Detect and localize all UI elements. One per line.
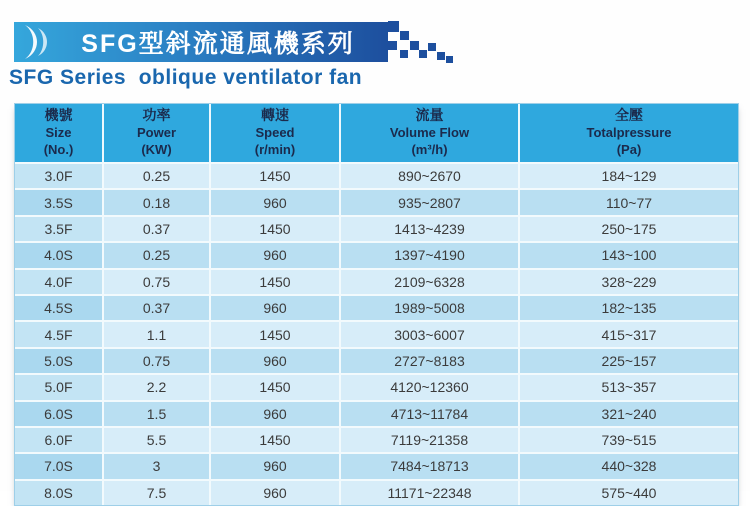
table-cell: 0.37 [104, 296, 211, 320]
table-cell: 1450 [211, 428, 341, 452]
table-cell: 250~175 [520, 217, 738, 241]
spec-table [14, 103, 739, 506]
spec-table-header [15, 104, 738, 162]
header-cell-volume-flow: 流量 Volume Flow (m³/h) [341, 104, 520, 162]
table-cell: 890~2670 [341, 164, 520, 188]
table-cell: 1450 [211, 322, 341, 346]
table-row [15, 241, 738, 267]
table-cell: 7484~18713 [341, 454, 520, 478]
table-row [15, 294, 738, 320]
table-cell: 1413~4239 [341, 217, 520, 241]
table-cell: 2.2 [104, 375, 211, 399]
table-cell: 0.75 [104, 349, 211, 373]
table-cell: 960 [211, 243, 341, 267]
table-cell: 3 [104, 454, 211, 478]
table-cell: 1450 [211, 217, 341, 241]
table-cell: 11171~22348 [341, 481, 520, 505]
table-row [15, 268, 738, 294]
table-cell: 1397~4190 [341, 243, 520, 267]
table-cell: 415~317 [520, 322, 738, 346]
table-row [15, 373, 738, 399]
title-banner [14, 22, 388, 62]
spec-table-body [15, 162, 738, 505]
banner-title: SFG型斜流通風機系列 [81, 30, 355, 58]
table-cell: 1450 [211, 270, 341, 294]
table-row [15, 400, 738, 426]
table-cell: 143~100 [520, 243, 738, 267]
table-row [15, 347, 738, 373]
table-cell: 4.0F [15, 270, 104, 294]
table-row [15, 215, 738, 241]
table-cell: 5.0F [15, 375, 104, 399]
table-cell: 4.5S [15, 296, 104, 320]
table-cell: 7.5 [104, 481, 211, 505]
table-cell: 5.5 [104, 428, 211, 452]
table-cell: 182~135 [520, 296, 738, 320]
table-row [15, 188, 738, 214]
table-cell: 2109~6328 [341, 270, 520, 294]
table-cell: 4120~12360 [341, 375, 520, 399]
header-cell-power: 功率 Power (KW) [104, 104, 211, 162]
table-cell: 110~77 [520, 190, 738, 214]
table-cell: 935~2807 [341, 190, 520, 214]
header-cell-total-pressure: 全壓 Totalpressure (Pa) [586, 107, 672, 157]
table-cell: 1989~5008 [341, 296, 520, 320]
header-cell-size: 機號 Size (No.) [15, 104, 104, 162]
table-cell: 3003~6007 [341, 322, 520, 346]
table-cell: 184~129 [520, 164, 738, 188]
table-cell: 960 [211, 296, 341, 320]
table-cell: 0.75 [104, 270, 211, 294]
table-cell: 328~229 [520, 270, 738, 294]
table-cell: 739~515 [520, 428, 738, 452]
table-cell: 6.0F [15, 428, 104, 452]
table-cell: 1.1 [104, 322, 211, 346]
table-cell: 321~240 [520, 402, 738, 426]
table-cell: 7.0S [15, 454, 104, 478]
table-cell: 3.0F [15, 164, 104, 188]
table-cell: 8.0S [15, 481, 104, 505]
table-cell: 960 [211, 190, 341, 214]
table-cell: 4713~11784 [341, 402, 520, 426]
table-cell: 513~357 [520, 375, 738, 399]
table-cell: 960 [211, 481, 341, 505]
table-row [15, 426, 738, 452]
table-row [15, 479, 738, 505]
table-cell: 0.18 [104, 190, 211, 214]
table-cell: 4.0S [15, 243, 104, 267]
table-cell: 4.5F [15, 322, 104, 346]
table-cell: 960 [211, 349, 341, 373]
table-cell: 1450 [211, 164, 341, 188]
table-cell: 6.0S [15, 402, 104, 426]
table-cell: 960 [211, 454, 341, 478]
pixel-decoration [388, 22, 458, 66]
table-row [15, 452, 738, 478]
table-cell: 960 [211, 402, 341, 426]
table-row [15, 320, 738, 346]
table-cell: 5.0S [15, 349, 104, 373]
table-cell: 2727~8183 [341, 349, 520, 373]
table-cell: 3.5F [15, 217, 104, 241]
table-cell: 0.37 [104, 217, 211, 241]
page-subtitle: SFG Series oblique ventilator fan [9, 66, 363, 89]
table-cell: 0.25 [104, 243, 211, 267]
table-cell: 1.5 [104, 402, 211, 426]
table-cell: 0.25 [104, 164, 211, 188]
table-cell: 575~440 [520, 481, 738, 505]
table-cell: 7119~21358 [341, 428, 520, 452]
table-cell: 3.5S [15, 190, 104, 214]
table-cell: 1450 [211, 375, 341, 399]
swoosh-icon [21, 24, 67, 65]
table-row [15, 162, 738, 188]
table-cell: 440~328 [520, 454, 738, 478]
table-cell: 225~157 [520, 349, 738, 373]
header-cell-speed: 轉速 Speed (r/min) [211, 104, 341, 162]
